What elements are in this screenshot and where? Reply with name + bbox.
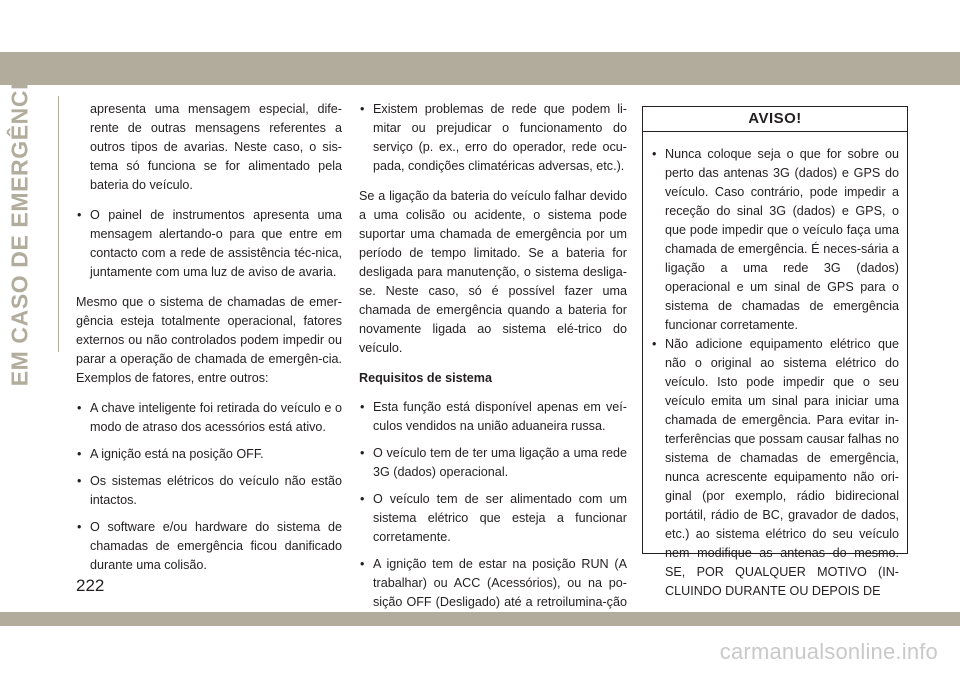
list-item: • O software e/ou hardware do sistema de chamadas de emergência ficou danificado durante uma colisão. xyxy=(76,518,342,575)
list-item: • O painel de instrumentos apresenta uma mensagem alertando-o para que entre em contacto com a rede de assistência téc-nica, juntamente com uma luz de aviso de avaria. xyxy=(76,206,342,282)
body-paragraph: Mesmo que o sistema de chamadas de emer-gência esteja totalmente operacional, fatores externos ou não controlados podem impedir ou parar a operação de chamada de emergên-cia. Exemplos de fatores, entre outros: xyxy=(76,295,342,385)
top-margin xyxy=(0,0,960,52)
side-section-title xyxy=(2,65,38,387)
continuation-text: apresenta uma mensagem especial, dife-rente de outras mensagens referentes a outros tipos de avarias. Neste caso, o sis-tema só funciona se for alimentado pela bateria do veículo. xyxy=(90,102,342,192)
warning-box xyxy=(642,106,908,598)
header-bar xyxy=(0,52,960,85)
side-divider xyxy=(58,96,59,352)
bullet-list-2 xyxy=(76,399,342,575)
list-item: • Nunca coloque seja o que for sobre ou perto das antenas 3G (dados) e GPS do veículo. Caso contrário, pode impedir a receção do sinal 3G (dados) e GPS, o que pode impedir que o veículo faça uma chamada de emergência. É neces-sária a ligação a uma rede 3G (dados) operacional e um sinal de GPS para o sistema de chamadas de emergência funcionar corretamente. xyxy=(651,145,899,335)
list-item: • Não adicione equipamento elétrico que não o original ao sistema elétrico do veículo. Isto pode impedir que o seu veículo emita um sinal para iniciar uma chamada de emergência. Para evitar in-terferências que possam causar falhas no sistema de chamadas de emergência, nunca acrescente equipamento não ori-ginal (por exemplo, rádio bidirecional portátil, rádio de BC, gravador de dados, etc.) ao sistema elétrico do seu veículo nem modifique as antenas do mesmo. SE, POR QUALQUER MOTIVO (IN-CLUINDO DURANTE OU DEPOIS DE xyxy=(651,335,899,601)
column-1 xyxy=(76,100,342,586)
list-item: • A ignição está na posição OFF. xyxy=(76,445,342,464)
column-2 xyxy=(359,100,627,642)
page-number: 222 xyxy=(76,576,105,595)
bullet-list-3 xyxy=(359,100,627,176)
side-section-title-text: EM CASO DE EMERGÊNCIA xyxy=(6,65,33,387)
list-item: • Existem problemas de rede que podem li-mitar ou prejudicar o funcionamento do serviço (p. ex., erro do operador, rede ocu-pada, condições climatéricas adversas, etc.). xyxy=(359,100,627,176)
watermark: carmanualsonline.info xyxy=(0,626,960,678)
body-paragraph: Se a ligação da bateria do veículo falhar devido a uma colisão ou acidente, o sistema pode suportar uma chamada de emergência por um período de tempo limitado. Se a bateria for desligada para manutenção, o sistema desliga-se. Neste caso, só é possível fazer uma chamada de emergência quando a bateria for novamente ligada ao sistema elé-trico do veículo. xyxy=(359,189,627,355)
list-item: • A chave inteligente foi retirada do veículo e o modo de atraso dos acessórios está ativo. xyxy=(76,399,342,437)
list-item: • O veículo tem de ser alimentado com um sistema elétrico que esteja a funcionar corretamente. xyxy=(359,490,627,547)
bullet-list-4 xyxy=(359,398,627,631)
bullet-list-1 xyxy=(76,206,342,282)
list-item: • O veículo tem de ter uma ligação a uma rede 3G (dados) operacional. xyxy=(359,444,627,482)
warning-body xyxy=(643,132,907,601)
section-heading: Requisitos de sistema xyxy=(359,371,492,385)
warning-list xyxy=(651,145,899,601)
list-item: • A ignição tem de estar na posição RUN (A trabalhar) ou ACC (Acessórios), ou na po-sição OFF (Desligado) até a retroilumina-ção xyxy=(359,555,627,631)
warning-title: AVISO! xyxy=(643,107,907,132)
list-item: • Esta função está disponível apenas em veí-culos vendidos na união aduaneira russa. xyxy=(359,398,627,436)
list-item: • Os sistemas elétricos do veículo não estão intactos. xyxy=(76,472,342,510)
footer-bar xyxy=(0,612,960,626)
